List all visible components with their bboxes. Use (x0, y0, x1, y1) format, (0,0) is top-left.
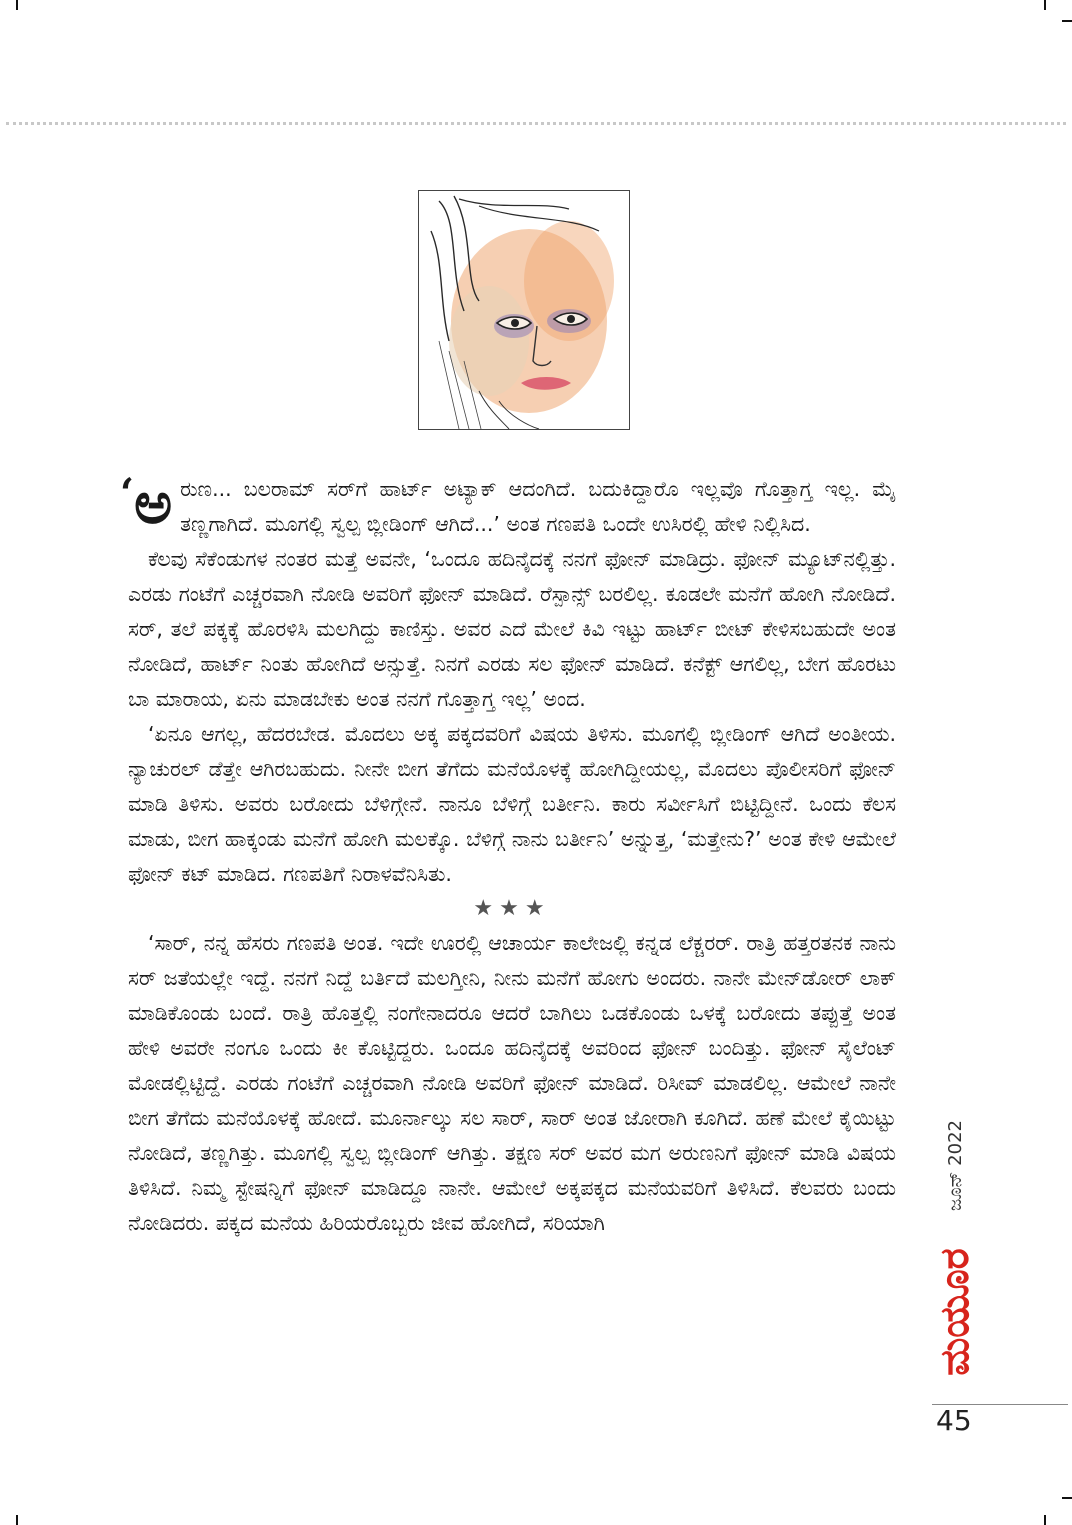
crop-mark-right-upper (1062, 20, 1072, 22)
article-body (120, 469, 896, 1241)
drop-cap-letter: ಅ (133, 469, 173, 537)
article-paragraph: ಕೆಲವು ಸೆಕೆಂಡುಗಳ ನಂತರ ಮತ್ತೆ ಅವನೇ, ‘ಒಂದೂ ಹದಿನೈದಕ್ಕೆ ನನಗೆ ಫೋನ್ ಮಾಡಿದ್ರು. ಫೋನ್ ಮ್ಯೂಟ್‌ನಲ್ಲಿತ್ತು. ಎರಡು ಗಂಟೆಗೆ ಎಚ್ಚರವಾಗಿ ನೋಡಿ ಅವರಿಗೆ ಫೋನ್ ಮಾಡಿದೆ. ರೆಸ್ಪಾನ್ಸ್ ಬರಲಿಲ್ಲ. ಕೂಡಲೇ ಮನೆಗೆ ಹೋಗಿ ನೋಡಿದೆ. ಸರ್, ತಲೆ ಪಕ್ಕಕ್ಕೆ ಹೊರಳಿಸಿ ಮಲಗಿದ್ದು ಕಾಣಿಸ್ತು. ಅವರ ಎದೆ ಮೇಲೆ ಕಿವಿ ಇಟ್ಟು ಹಾರ್ಟ್ ಬೀಟ್ ಕೇಳಿಸಬಹುದೇ ಅಂತ ನೋಡಿದೆ, ಹಾರ್ಟ್ ನಿಂತು ಹೋಗಿದೆ ಅನ್ಸುತ್ತೆ. ನಿನಗೆ ಎರಡು ಸಲ ಫೋನ್ ಮಾಡಿದೆ. ಕನೆಕ್ಟ್ ಆಗಲಿಲ್ಲ, ಬೇಗ ಹೊರಟು ಬಾ ಮಾರಾಯ, ಏನು ಮಾಡಬೇಕು ಅಂತ ನನಗೆ ಗೊತ್ತಾಗ್ತ ಇಲ್ಲ’ ಅಂದ. (128, 547, 896, 711)
opening-quote-mark: ‘ (120, 470, 134, 517)
section-separator: ★★★ (473, 896, 551, 921)
header-dotted-rule (6, 122, 1066, 125)
article-paragraph (120, 469, 896, 542)
article-paragraph: ‘ಸಾರ್, ನನ್ನ ಹೆಸರು ಗಣಪತಿ ಅಂತ. ಇದೇ ಊರಲ್ಲಿ ಆಚಾರ್ಯ ಕಾಲೇಜಲ್ಲಿ ಕನ್ನಡ ಲೆಕ್ಚರರ್. ರಾತ್ರಿ ಹತ್ತರತನಕ ನಾನು ಸರ್ ಜತೆಯಲ್ಲೇ ಇದ್ದೆ. ನನಗೆ ನಿದ್ದೆ ಬರ್ತಿದೆ ಮಲಗ್ತೀನಿ, ನೀನು ಮನೆಗೆ ಹೋಗು ಅಂದರು. ನಾನೇ ಮೇನ್‌ಡೋರ್ ಲಾಕ್ ಮಾಡಿಕೊಂಡು ಬಂದೆ. ರಾತ್ರಿ ಹೊತ್ತಲ್ಲಿ ನಂಗೇನಾದರೂ ಆದರೆ ಬಾಗಿಲು ಒಡಕೊಂಡು ಒಳಕ್ಕೆ ಬರೋದು ತಪ್ಪುತ್ತೆ ಅಂತ ಹೇಳಿ ಅವರೇ ನಂಗೂ ಒಂದು ಕೀ ಕೊಟ್ಟಿದ್ದರು. ಒಂದೂ ಹದಿನೈದಕ್ಕೆ ಅವರಿಂದ ಫೋನ್ ಬಂದಿತ್ತು. ಫೋನ್ ಸೈಲೆಂಟ್ ಮೋಡಲ್ಲಿಟ್ಟಿದ್ದೆ. ಎರಡು ಗಂಟೆಗೆ ಎಚ್ಚರವಾಗಿ ನೋಡಿ ಅವರಿಗೆ ಫೋನ್ ಮಾಡಿದೆ. ರಿಸೀವ್ ಮಾಡಲಿಲ್ಲ. ಆಮೇಲೆ ನಾನೇ ಬೀಗ ತೆಗೆದು ಮನೆಯೊಳಕ್ಕೆ ಹೋದೆ. ಮೂರ್ನಾಲ್ಕು ಸಲ ಸಾರ್, ಸಾರ್ ಅಂತ ಜೋರಾಗಿ ಕೂಗಿದೆ. ಹಣೆ ಮೇಲೆ ಕೈಯಿಟ್ಟು ನೋಡಿದೆ, ತಣ್ಣಗಿತ್ತು. ಮೂಗಲ್ಲಿ ಸ್ವಲ್ಪ ಬ್ಲೀಡಿಂಗ್ ಆಗಿತ್ತು. ತಕ್ಷಣ ಸರ್ ಅವರ ಮಗ ಅರುಣನಿಗೆ ಫೋನ್ ಮಾಡಿ ವಿಷಯ ತಿಳಿಸಿದೆ. ನಿಮ್ಮ ಸ್ಟೇಷನ್ನಿಗೆ ಫೋನ್ ಮಾಡಿದ್ದೂ ನಾನೇ. ಆಮೇಲೆ ಅಕ್ಕಪಕ್ಕದ ಮನೆಯವರಿಗೆ ತಿಳಿಸಿದೆ. ಕೆಲವರು ಬಂದು ನೋಡಿದರು. ಪಕ್ಕದ ಮನೆಯ ಹಿರಿಯರೊಬ್ಬರು ಜೀವ ಹೋಗಿದೆ, ಸರಿಯಾಗಿ (128, 931, 896, 1235)
drop-cap (120, 469, 173, 537)
page-number: 45 (936, 1404, 972, 1437)
crop-mark-top-right (1044, 0, 1046, 10)
magazine-brand: ಮಯೂರ (932, 1248, 978, 1376)
crop-mark-bottom-left (16, 1515, 18, 1525)
paragraph-text: ರುಣ... ಬಲರಾಮ್ ಸರ್‌ಗೆ ಹಾರ್ಟ್ ಅಟ್ಯಾಕ್ ಆದಂಗಿದೆ. ಬದುಕಿದ್ದಾರೊ ಇಲ್ಲವೊ ಗೊತ್ತಾಗ್ತ ಇಲ್ಲ. ಮೈ ತಣ್ಣಗಾಗಿದೆ. ಮೂಗಲ್ಲಿ ಸ್ವಲ್ಪ ಬ್ಲೀಡಿಂಗ್ ಆಗಿದೆ...’ ಅಂತ ಗಣಪತಿ ಒಂದೇ ಉಸಿರಲ್ಲಿ ಹೇಳಿ ನಿಲ್ಲಿಸಿದ. (180, 477, 896, 536)
crop-mark-bottom-right (1044, 1515, 1046, 1525)
article-paragraph: ‘ಏನೂ ಆಗಲ್ಲ, ಹೆದರಬೇಡ. ಮೊದಲು ಅಕ್ಕ ಪಕ್ಕದವರಿಗೆ ವಿಷಯ ತಿಳಿಸು. ಮೂಗಲ್ಲಿ ಬ್ಲೀಡಿಂಗ್ ಆಗಿದೆ ಅಂತೀಯ. ನ್ಯಾಚುರಲ್ ಡೆತ್ತೇ ಆಗಿರಬಹುದು. ನೀನೇ ಬೀಗ ತೆಗೆದು ಮನೆಯೊಳಕ್ಕೆ ಹೋಗಿದ್ದೀಯಲ್ಲ, ಮೊದಲು ಪೊಲೀಸರಿಗೆ ಫೋನ್ ಮಾಡಿ ತಿಳಿಸು. ಅವರು ಬರೋದು ಬೆಳಿಗ್ಗೇನೆ. ನಾನೂ ಬೆಳಿಗ್ಗೆ ಬರ್ತೀನಿ. ಕಾರು ಸರ್ವೀಸಿಗೆ ಬಿಟ್ಟಿದ್ದೀನೆ. ಒಂದು ಕೆಲಸ ಮಾಡು, ಬೀಗ ಹಾಕ್ಕಂಡು ಮನೆಗೆ ಹೋಗಿ ಮಲಕ್ಕೊ. ಬೆಳಿಗ್ಗೆ ನಾನು ಬರ್ತೀನಿ’ ಅನ್ನುತ್ತ, ‘ಮತ್ತೇನು?’ ಅಂತ ಕೇಳಿ ಆಮೇಲೆ ಫೋನ್ ಕಟ್ ಮಾಡಿದ. ಗಣಪತಿಗೆ ನಿರಾಳವೆನಿಸಿತು. (128, 722, 896, 886)
portrait-illustration (418, 190, 630, 430)
crop-mark-right-lower (1062, 1497, 1072, 1499)
issue-date: ಜೂನ್ 2022 (944, 1119, 966, 1211)
crop-mark-top-left (16, 0, 18, 10)
